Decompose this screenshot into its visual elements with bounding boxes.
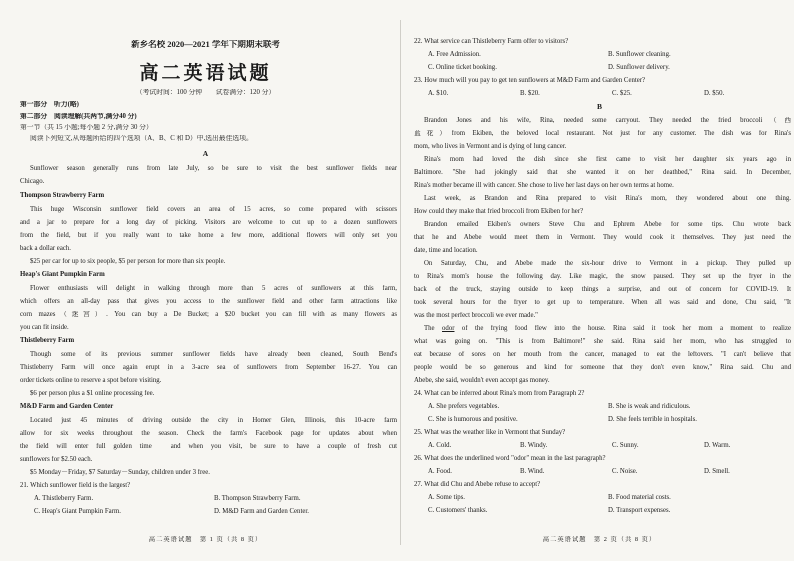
farm1-name: Thompson Strawberry Farm [20, 192, 105, 199]
passage-b-line: On Saturday, Chu, and Abebe made the six-hour drive to Vermont in a pickup. They pulled up [424, 260, 791, 267]
farm4-name: M&D Farm and Garden Center [20, 403, 114, 410]
passage-b-line: 蓝花）from Ekiben, the beloved local restaurant. Not just for any customer. The dish was for Rina's [414, 130, 791, 137]
passage-b-line: Last week, as Brandon and Rina prepared to visit Rina's mom, they wondered about one thing. [424, 195, 791, 202]
passage-b-line: eat because of sores on her mouth from the cancer, managed to eat the leftovers. "I can't believe that [414, 351, 791, 358]
q24-option-c[interactable]: C. She is humorous and positive. [428, 416, 518, 423]
q22-stem: 22. What service can Thistleberry Farm offer to visitors? [414, 38, 569, 45]
q23-option-d[interactable]: D. $50. [704, 90, 725, 97]
q21-stem: 21. Which sunflower field is the largest? [20, 482, 131, 489]
q27-stem: 27. What did Chu and Abebe refuse to accept? [414, 481, 541, 488]
passage-b-line: what was going on. "This is from Baltimore!" she said. Rina said her mom, who has struggled to [414, 338, 791, 345]
q25-option-b[interactable]: B. Windy. [520, 442, 548, 449]
passage-b-line: mom, who lives in Vermont and is dying of lung cancer. [414, 143, 567, 150]
passage-b-line: to Rina's mom's house the following day. Like magic, the snow paused. They set up the fryer in the [414, 273, 791, 280]
q24-option-b[interactable]: B. She is weak and ridiculous. [608, 403, 691, 410]
q25-stem: 25. What was the weather like in Vermont that Sunday? [414, 429, 566, 436]
passage-a-intro-line: Chicago. [20, 178, 45, 185]
q24-stem: 24. What can be inferred about Rina's mom from Paragraph 2? [414, 390, 585, 397]
passage-b-label: B [596, 103, 602, 111]
q26-option-c[interactable]: C. Noise. [612, 468, 638, 475]
q22-option-b[interactable]: B. Sunflower cleaning. [608, 51, 671, 58]
page-right-column [408, 0, 791, 561]
passage-a-label: A [202, 150, 209, 158]
part2-heading: 第二部分 阅读理解(共两节,满分40 分) [20, 113, 137, 120]
passage-b-line: Rina's mother became ill with cancer. She chose to live her last days on her own terms at home. [414, 182, 674, 189]
q26-stem: 26. What does the underlined word "odor" mean in the last paragraph? [414, 455, 606, 462]
q23-option-b[interactable]: B. $20. [520, 90, 540, 97]
instructions: 阅读下列短文,从每题所给的四个选项（A、B、C 和 D）中,选出最佳选项。 [30, 135, 253, 142]
farm4-body-line: allow for six weeks throughout the season. Check the farm's Facebook page for updates about when [20, 430, 397, 437]
q25-option-a[interactable]: A. Cold. [428, 442, 452, 449]
q23-stem: 23. How much will you pay to get ten sunflowers at M&D Farm and Garden Center? [414, 77, 646, 84]
q24-option-d[interactable]: D. She feels terrible in hospitals. [608, 416, 697, 423]
passage-a-intro-line: Sunflower season generally runs from late July, so be sure to visit the best sunflower fields near [30, 165, 397, 172]
passage-b-odor-line: The odor of the frying food flew into the house. Rina said it took her mom a moment to realize [424, 325, 791, 332]
passage-b-line: Rina's mom had loved the dish since she first came to visit her daughter six years ago in [424, 156, 791, 163]
page-left-column [14, 0, 397, 561]
column-divider [400, 20, 401, 545]
q26-option-b[interactable]: B. Wind. [520, 468, 545, 475]
part1-heading: 第一部分 听力(略) [20, 101, 79, 108]
passage-b-line: that he and Abebe would meet them in Vermont. They would cook it themselves. They just need the [414, 234, 791, 241]
q24-option-a[interactable]: A. She prefers vegetables. [428, 403, 500, 410]
farm1-body-line: This huge Wisconsin sunflower field covers an area of 15 acres, so come prepared with scissors [30, 206, 397, 213]
q22-option-a[interactable]: A. Free Admission. [428, 51, 481, 58]
q27-option-b[interactable]: B. Food material costs. [608, 494, 671, 501]
farm3-name: Thistleberry Farm [20, 337, 75, 344]
q21-option-d[interactable]: D. M&D Farm and Garden Center. [214, 508, 309, 515]
q21-option-b[interactable]: B. Thompson Strawberry Farm. [214, 495, 301, 502]
passage-b-line: Brandon Jones and his wife, Rina, needed some carryout. They needed the fried broccoli（西 [424, 117, 791, 124]
q21-option-a[interactable]: A. Thistleberry Farm. [34, 495, 94, 502]
q26-option-d[interactable]: D. Smell. [704, 468, 730, 475]
q25-option-d[interactable]: D. Warm. [704, 442, 731, 449]
q22-option-c[interactable]: C. Online ticket booking. [428, 64, 497, 71]
farm4-body-line: the field will enter full golden time and when you visit, be sure to have a couple of fresh cut [20, 443, 397, 450]
passage-b-line: Brandon emailed Ekiben's owners Steve Chu and Ephrem Abebe for some tips. Chu wrote back [424, 221, 791, 228]
farm1-price: $25 per car for up to six people, $5 per person for more than six people. [30, 258, 226, 265]
farm3-body-line: Thistleberry Farm will once again erupt in a 3-acre sea of sunflowers from September 16-27. You can [20, 364, 397, 371]
passage-b-line: date, time and location. [414, 247, 478, 254]
passage-b-line: Abebe, she said, wouldn't even accept gas money. [414, 377, 550, 384]
farm1-body-line: back a dollar each. [20, 245, 71, 252]
passage-b-line: How could they make that fried broccoli from Ekiben for her? [414, 208, 584, 215]
passage-b-line: people would be so generous and kind for someone that they don't even know," Rina said. Chu and [414, 364, 791, 371]
q23-option-c[interactable]: C. $25. [612, 90, 632, 97]
school-title: 新乡名校 2020—2021 学年下期期末联考 [131, 40, 280, 48]
farm2-body-line: which offers an all-day pass that gives you access to the sunflower field and other farm attractions like [20, 298, 397, 305]
subject-title: 高二英语试题 [139, 62, 272, 84]
farm3-body-line: Though some of its previous summer sunflower fields have already been cleaned, South Bend's [30, 351, 397, 358]
q22-option-d[interactable]: D. Sunflower delivery. [608, 64, 670, 71]
q27-option-d[interactable]: D. Transport expenses. [608, 507, 671, 514]
farm1-body-line: from the field, but if you really want to take home a few more, additional flowers will only set you [20, 232, 397, 239]
passage-b-line: back of the truck, staying outside to keep things a surprise, and out of concern for COVID-19. It [414, 286, 791, 293]
farm2-name: Heap's Giant Pumpkin Farm [20, 271, 105, 278]
passage-b-line: Baltimore. "She had jokingly said that she wanted it on her deathbed," Rina said. In December, [414, 169, 791, 176]
q21-option-c[interactable]: C. Heap's Giant Pumpkin Farm. [34, 508, 121, 515]
q27-option-c[interactable]: C. Customers' thanks. [428, 507, 488, 514]
passage-b-line: was the most perfect broccoli we ever made." [414, 312, 538, 319]
farm3-price: $6 per person plus a $1 online processing fee. [30, 390, 155, 397]
farm3-body-line: order tickets online to reserve a spot before visiting. [20, 377, 162, 384]
farm4-body-line: Located just 45 minutes of driving outside the city in Homer Glen, Illinois, this 10-acre farm [30, 417, 397, 424]
farm2-body-line: Flower enthusiasts will delight in walking through more than 5 acres of sunflowers at this farm, [30, 285, 397, 292]
farm1-body-line: and a jar to prepare for a long day of picking. Visitors are welcome to cut up to a dozen sunflowers [20, 219, 397, 226]
q26-option-a[interactable]: A. Food. [428, 468, 452, 475]
q27-option-a[interactable]: A. Some tips. [428, 494, 466, 501]
passage-b-line: took several hours for the fryer to get up to temperature. When all was said and done, Chu said, "It [414, 299, 791, 306]
q23-option-a[interactable]: A. $10. [428, 90, 449, 97]
farm2-body-line: you can fit inside. [20, 324, 69, 331]
section1-heading: 第一节（共 15 小题;每小题 2 分,满分 30 分） [20, 124, 153, 131]
q25-option-c[interactable]: C. Sunny. [612, 442, 639, 449]
footer-page-2: 高二英语试题 第 2 页（共 8 页） [542, 536, 657, 543]
footer-page-1: 高二英语试题 第 1 页（共 8 页） [148, 536, 263, 543]
farm2-body-line: corn mazes（迷宫）. You can buy a De Bucket; a $20 bucket you can fill with as many flowers as [20, 311, 397, 318]
time-score-note: （考试时间：100 分钟 试卷满分：120 分） [135, 89, 276, 96]
farm4-price: $5 Monday－Friday, $7 Saturday－Sunday, children under 3 free. [30, 469, 210, 476]
farm4-body-line: sunflowers for $2.50 each. [20, 456, 93, 463]
